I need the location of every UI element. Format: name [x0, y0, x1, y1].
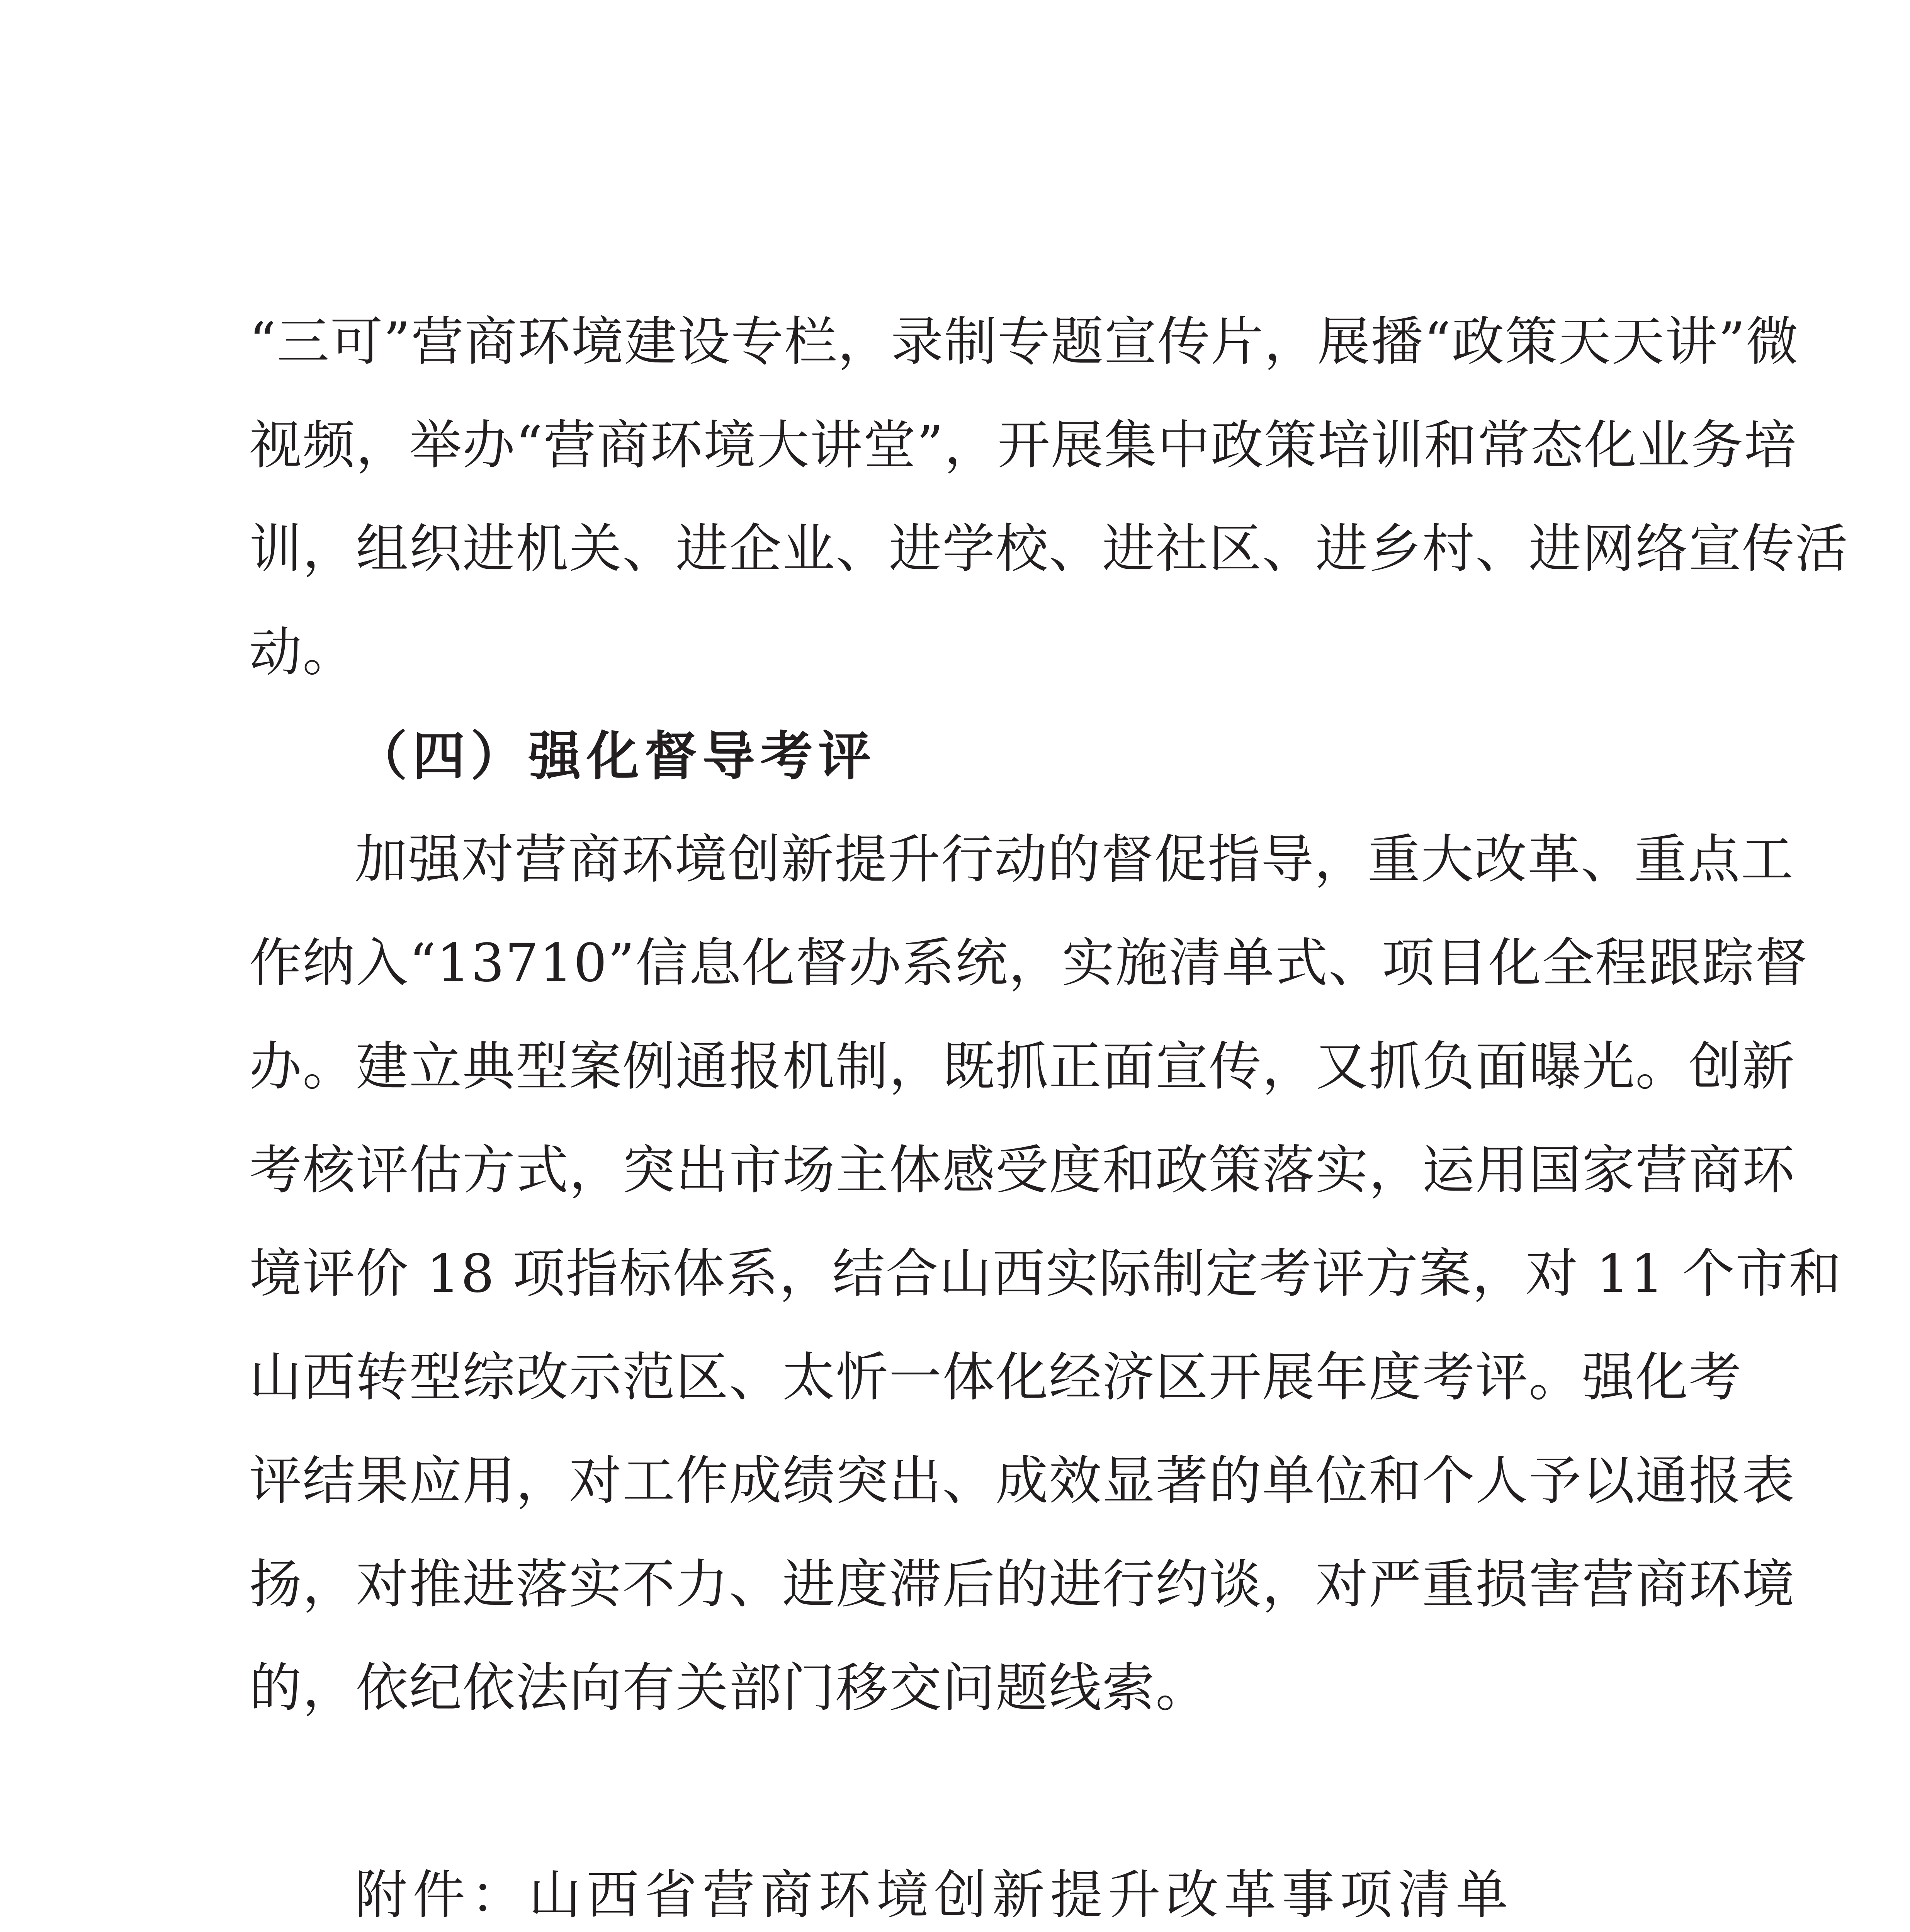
body-text-line: “三可”营商环境建设专栏，录制专题宣传片，展播“政策天天讲”微: [249, 311, 1800, 372]
section-heading: （四）强化督导考评: [355, 725, 876, 787]
body-text-line: 办。建立典型案例通报机制，既抓正面宣传，又抓负面曝光。创新: [249, 1036, 1795, 1097]
body-text-line: 训，组织进机关、进企业、进学校、进社区、进乡村、进网络宣传活: [249, 519, 1849, 580]
body-text-line: 加强对营商环境创新提升行动的督促指导，重大改革、重点工: [355, 829, 1794, 890]
body-text-line: 的，依纪依法向有关部门移交问题线索。: [249, 1658, 1209, 1719]
body-text-line: 评结果应用，对工作成绩突出、成效显著的单位和个人予以通报表: [249, 1451, 1795, 1512]
body-text-line: 动。: [249, 622, 356, 683]
body-text-line: 考核评估方式，突出市场主体感受度和政策落实，运用国家营商环: [249, 1140, 1795, 1201]
body-text-line: 视频，举办“营商环境大讲堂”，开展集中政策培训和常态化业务培: [249, 415, 1798, 476]
body-text-line: 作纳入“13710”信息化督办系统，实施清单式、项目化全程跟踪督: [249, 933, 1808, 994]
body-text-line: 境评价 18 项指标体系，结合山西实际制定考评方案，对 11 个市和: [249, 1243, 1842, 1304]
body-text-line: 扬，对推进落实不力、进度滞后的进行约谈，对严重损害营商环境: [249, 1554, 1795, 1615]
body-text-line: 山西转型综改示范区、太忻一体化经济区开展年度考评。强化考: [249, 1347, 1742, 1408]
attachment-note: 附件：山西省营商环境创新提升改革事项清单: [355, 1865, 1514, 1926]
